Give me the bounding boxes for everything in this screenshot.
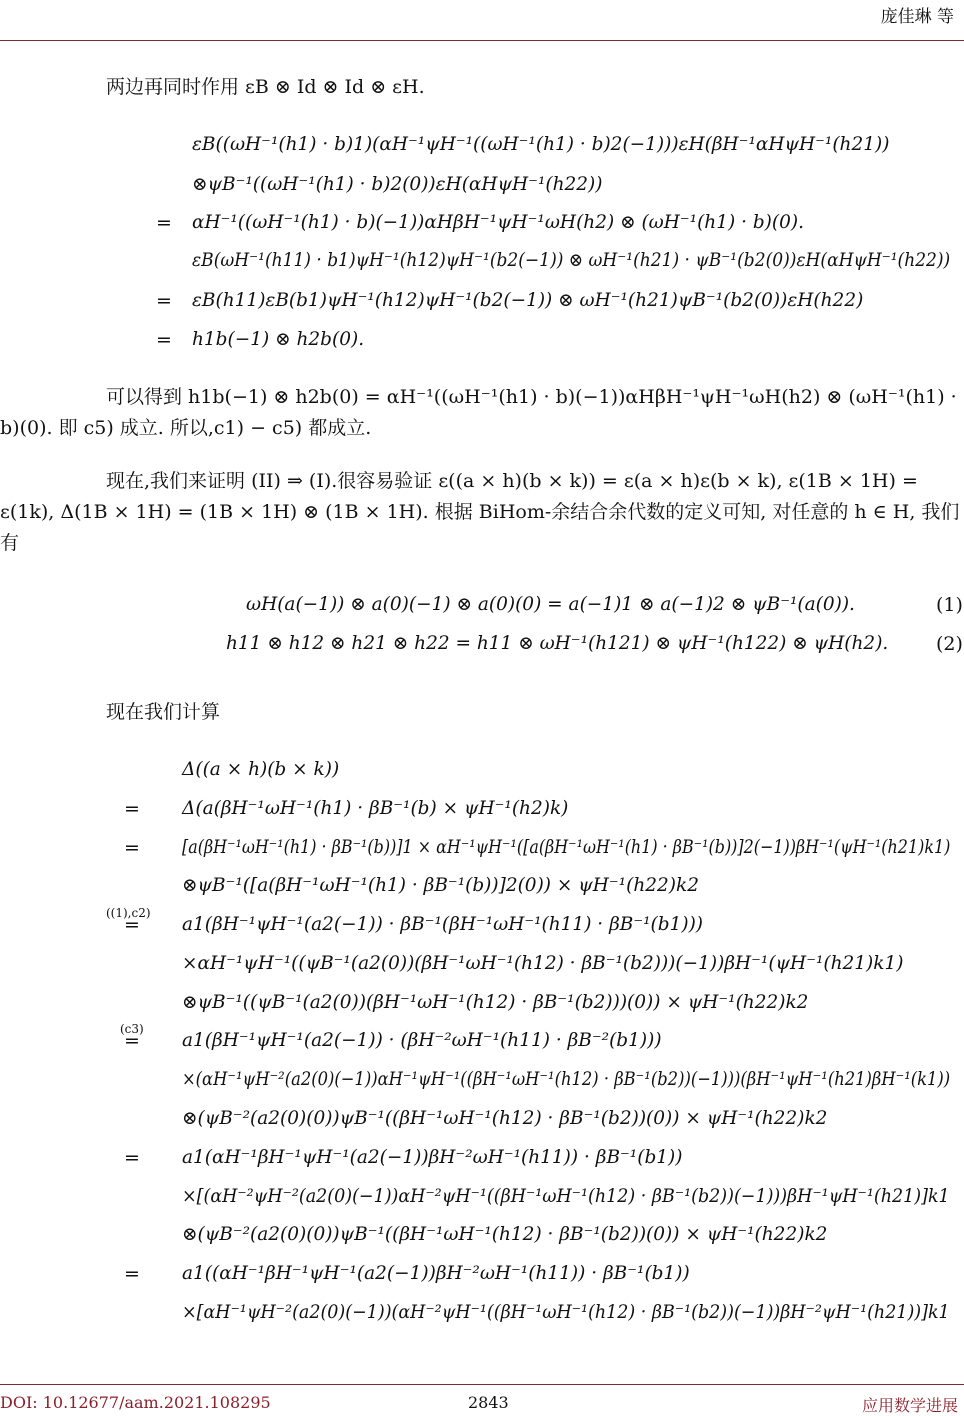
block2-line-6: ×αH⁻¹ψH⁻¹((ψB⁻¹(a2(0))(βH⁻¹ωH⁻¹(h12) · βB⁻¹(b2)))(−1))βH⁻¹(ψH⁻¹(h21)k1)	[182, 953, 904, 974]
block2-rel-4: =	[124, 1030, 140, 1052]
block2-line-13: ⊗(ψB⁻²(a2(0)(0))ψB⁻¹((βH⁻¹ωH⁻¹(h12) · βB⁻¹(b2))(0)) × ψH⁻¹(h22)k2	[182, 1224, 828, 1245]
block1-line-6: h1b(−1) ⊗ h2b(0).	[192, 329, 365, 350]
block1-rel-2: =	[156, 290, 172, 312]
equation-2: h11 ⊗ h12 ⊗ h21 ⊗ h22 = h11 ⊗ ωH⁻¹(h121) ⊗ ψH⁻¹(h122) ⊗ ψH(h2).	[226, 633, 889, 654]
block2-line-10: ⊗(ψB⁻²(a2(0)(0))ψB⁻¹((βH⁻¹ωH⁻¹(h12) · βB⁻¹(b2))(0)) × ψH⁻¹(h22)k2	[182, 1108, 828, 1129]
equation-2-number: (2)	[936, 633, 963, 655]
page-footer	[0, 1384, 964, 1415]
equation-1-number: (1)	[936, 594, 963, 616]
doi-link[interactable]: DOI: 10.12677/aam.2021.108295	[0, 1393, 271, 1412]
block1-rel-1: =	[156, 212, 172, 234]
page-number: 2843	[468, 1393, 509, 1412]
block2-line-12: ×[(αH⁻²ψH⁻²(a2(0)(−1))αH⁻²ψH⁻¹((βH⁻¹ωH⁻¹(h12) · βB⁻¹(b2))(−1)))βH⁻¹ψH⁻¹(h21)]k1	[182, 1186, 950, 1207]
block2-rel-5: =	[124, 1147, 140, 1169]
block2-line-3: [a(βH⁻¹ωH⁻¹(h1) · βB⁻¹(b))]1 × αH⁻¹ψH⁻¹([a(βH⁻¹ωH⁻¹(h1) · βB⁻¹(b))]2(−1))βH⁻¹(ψH⁻¹(h21)k1)	[182, 837, 951, 858]
block2-line-14: a1((αH⁻¹βH⁻¹ψH⁻¹(a2(−1))βH⁻²ωH⁻¹(h11)) · βB⁻¹(b1))	[182, 1263, 690, 1284]
block2-rel-1: =	[124, 798, 140, 820]
equation-1: ωH(a(−1)) ⊗ a(0)(−1) ⊗ a(0)(0) = a(−1)1 ⊗ a(−1)2 ⊗ ψB⁻¹(a(0)).	[246, 594, 855, 615]
block2-rel-2: =	[124, 837, 140, 859]
block2-line-11: a1(αH⁻¹βH⁻¹ψH⁻¹(a2(−1))βH⁻²ωH⁻¹(h11)) · βB⁻¹(b1))	[182, 1147, 683, 1168]
block2-line-7: ⊗ψB⁻¹((ψB⁻¹(a2(0))(βH⁻¹ωH⁻¹(h12) · βB⁻¹(b2)))(0)) × ψH⁻¹(h22)k2	[182, 992, 809, 1013]
block1-line-2: ⊗ψB⁻¹((ωH⁻¹(h1) · b)2(0))εH(αHψH⁻¹(h22))	[192, 174, 603, 195]
stacked-label-2: (c3)	[120, 1022, 144, 1036]
block2-rel-6: =	[124, 1263, 140, 1285]
block1-line-5: εB(h11)εB(b1)ψH⁻¹(h12)ψH⁻¹(b2(−1)) ⊗ ωH⁻¹(h21)ψB⁻¹(b2(0))εH(h22)	[192, 290, 864, 311]
journal-name: 应用数学进展	[861, 1396, 958, 1415]
block2-line-9: ×(αH⁻¹ψH⁻²(a2(0)(−1))αH⁻¹ψH⁻¹((βH⁻¹ωH⁻¹(h12) · βB⁻¹(b2))(−1)))(βH⁻¹ψH⁻¹(h21)βH⁻¹(k1))	[182, 1069, 951, 1090]
block1-line-1: εB((ωH⁻¹(h1) · b)1)(αH⁻¹ψH⁻¹((ωH⁻¹(h1) · b)2(−1)))εH(βH⁻¹αHψH⁻¹(h21))	[192, 134, 890, 155]
block2-line-2: Δ(a(βH⁻¹ωH⁻¹(h1) · βB⁻¹(b) × ψH⁻¹(h2)k)	[182, 798, 569, 819]
block1-rel-3: =	[156, 329, 172, 351]
intro-text: 两边再同时作用 εB ⊗ Id ⊗ Id ⊗ εH.	[106, 76, 425, 98]
block1-line-4: εB(ωH⁻¹(h11) · b1)ψH⁻¹(h12)ψH⁻¹(b2(−1)) ⊗ ωH⁻¹(h21) · ψB⁻¹(b2(0))εH(αHψH⁻¹(h22))	[192, 250, 951, 271]
page-header	[0, 0, 964, 41]
block2-line-8: a1(βH⁻¹ψH⁻¹(a2(−1)) · (βH⁻²ωH⁻¹(h11) · βB⁻²(b1)))	[182, 1030, 662, 1051]
block2-line-4: ⊗ψB⁻¹([a(βH⁻¹ωH⁻¹(h1) · βB⁻¹(b))]2(0)) × ψH⁻¹(h22)k2	[182, 875, 699, 896]
paragraph-2: 现在,我们来证明 (II) ⇒ (I).很容易验证 ε((a × h)(b × k)) = ε(a × h)ε(b × k), ε(1B × 1H) = ε(1k), Δ(1B × 1H) = (1B × 1H) ⊗ (1B × 1H). 根据 BiHom-余结合余代数的定义可知, 对任意的 h ∈ H, 我们有	[0, 470, 960, 554]
block2-line-15: ×[αH⁻¹ψH⁻²(a2(0)(−1))(αH⁻²ψH⁻¹((βH⁻¹ωH⁻¹(h12) · βB⁻¹(b2))(−1))βH⁻²ψH⁻¹(h21))]k1	[182, 1302, 950, 1323]
block2-line-5: a1(βH⁻¹ψH⁻¹(a2(−1)) · βB⁻¹(βH⁻¹ωH⁻¹(h11) · βB⁻¹(b1)))	[182, 914, 704, 935]
running-author: 庞佳琳 等	[880, 7, 954, 27]
paragraph-1: 可以得到 h1b(−1) ⊗ h2b(0) = αH⁻¹((ωH⁻¹(h1) · b)(−1))αHβH⁻¹ψH⁻¹ωH(h2) ⊗ (ωH⁻¹(h1) · b)(0). 即 c5) 成立. 所以,c1) − c5) 都成立.	[0, 386, 957, 439]
paragraph-3: 现在我们计算	[106, 701, 221, 723]
stacked-label-1: ((1),c2)	[106, 906, 151, 920]
block1-line-3: αH⁻¹((ωH⁻¹(h1) · b)(−1))αHβH⁻¹ψH⁻¹ωH(h2) ⊗ (ωH⁻¹(h1) · b)(0).	[192, 212, 804, 233]
block2-line-1: Δ((a × h)(b × k))	[182, 759, 340, 780]
block2-rel-3: =	[124, 914, 140, 936]
